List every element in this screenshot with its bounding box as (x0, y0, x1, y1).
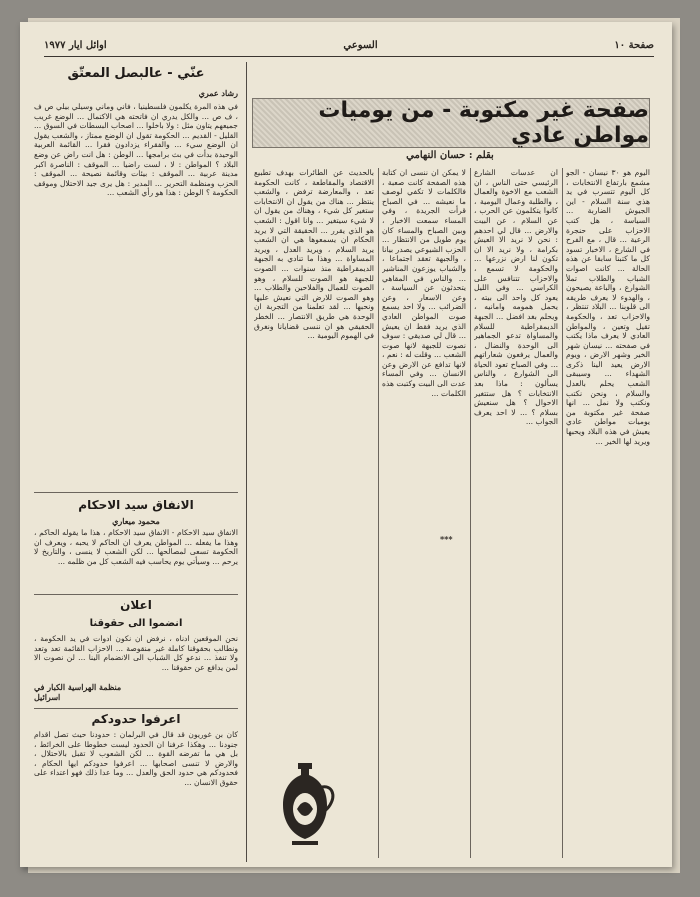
sidebar-top-author: رشاد عمري (198, 88, 238, 98)
ad-title: اعلان (120, 598, 152, 612)
article3-title: اعرفوا حدودكم (91, 712, 181, 726)
byline: بقلم : حسان النهامي (406, 150, 494, 161)
article2-title: الانفاق سيد الاحكام (78, 498, 194, 512)
article2-author: محمود ميعاري (112, 516, 160, 526)
article-column-3: لا يمكن ان ننسى ان كتابة هذه الصفحة كانت صعبة ، فالكلمات لا تكفي لوصف ما نعيشه ... في الصباح قرأت الجريدة ، وفي المساء سمعت الاخبار ، وبين الصباح والمساء كان يوم طويل من الانتظار ... الحزب الشيوعي يصدر بيانا ، والجبهة تعقد اجتماعا ، والشباب يوزعون المناشير ... والناس في المقاهي يتحدثون عن السياسة ، وعن الاسعار ، وعن الضرائب ... ولا احد يسمع صوت المواطن العادي الذي يريد فقط ان يعيش ... قال لي صديقي : سوف نصوت للجبهة لانها صوت الشعب ... وقلت له : نعم ، لانها تدافع عن الارض وعن الانسان ... وفي المساء عدت الى البيت وكتبت هذه الكلمات ... (382, 168, 466, 398)
page-number: صفحة ١٠ (614, 39, 654, 51)
sidebar-rule (246, 62, 247, 862)
main-headline: صفحة غير مكتوبة - من يوميات مواطن عادي (318, 98, 649, 148)
main-headline-box (252, 98, 650, 148)
newspaper-page (20, 22, 672, 867)
issue-date: اوائل ايار ١٩٧٧ (44, 39, 107, 51)
section-rule (34, 492, 238, 493)
column-rule (562, 168, 563, 858)
ad-org: منظمة الهراسية الكبار في اسرائيل (34, 682, 122, 702)
section-rule (34, 594, 238, 595)
sidebar-top-title: عنّي - عالبصل المعتّق (67, 66, 205, 81)
column-rule (470, 168, 471, 858)
column-rule (378, 168, 379, 858)
article2-text: الانفاق سيد الاحكام - الانفاق سيد الاحكام ، هذا ما يقوله الحاكم ، وهذا ما يفعله ... المواطن يعرف ان الحاكم لا يحبه ، ويعرف ان الحكومة تسعى لمصالحها ... لكن الشعب لا ينسى ، والتاريخ لا يرحم ... وسيأتي يوم يحاسب فيه الشعب كل من ظلمه ... (34, 528, 238, 566)
article-column-4: بالحديث عن الطائرات بهدف تطبيع الاقتصاد والمقاطعة ، كانت الحكومة تعد ، والمعارضة ترفض ، والشعب ينتظر ... هناك من يقول ان الانتخابات ستغير كل شيء ، وهناك من يقول ان لا شيء سيتغير ... وانا اقول : الشعب هو الذي يقرر ... الحقيقة التي لا يريد الحكام ان يسمعوها هي ان الشعب يريد السلام ، ويريد العدل ، ويريد المساواة ... وهذا ما تنادي به الجبهة الديمقراطية منذ سنوات ... الصوت للجبهة هو الصوت للسلام ، وهو الصوت للعمال والفلاحين والطلاب ... وهو الصوت للارض التي نعيش عليها ونحبها ... لقد تعلمنا من التجربة ان الوحدة هي طريق الانتصار ... الخطر الحقيقي هو ان ننسى قضايانا ونغرق في الهموم اليومية ... (254, 168, 374, 341)
section-separator-stars: *** (440, 534, 453, 544)
paper-name: السوعي (343, 39, 378, 51)
jug-illustration (270, 757, 340, 847)
ad-text: نحن الموقعين ادناه ، نرفض ان نكون ادوات في يد الحكومة ، ونطالب بحقوقنا كاملة غير منقوصة ... الاحزاب القائمة تعد وتعد ولا تنفذ ... ندعو كل الشباب الى الانضمام الينا ... لن نصوت الا لمن يدافع عن حقوقنا ... (34, 634, 238, 672)
article-column-1: اليوم هو ٣٠ نيسان - الجو مشمع بارتفاع الانتخابات ، كل اليوم تتسرب في يد هذي سنة السلام - اين الجيوش الضاربة ... السياسة ، هل كتب الاحزاب على حنجرة الرعية ... قال ، مع الفرح في الشارع ، الاخبار تسود كل ما كتبنا سابقا عن هذه الحالة ... كانت اصوات الشباب والطلاب تملأ الشوارع ، والباعة يصيحون ، والهدوء لا يعرف طريقه الى قلوبنا ... البلاد تنتظر ، والاحزاب تعد ، والحكومة تقيل وتعين ، والمواطن العادي لا يعرف ماذا يكتب في صفحته ... نيسان شهر الخير وشهر الارض ، ويوم الارض يعيد الينا ذكرى الشهداء ... وسيبقى الشعب يحلم بالعدل والسلام ، ونحن نكتب ونكتب ولا نمل ... انها صفحة غير مكتوبة من يوميات مواطن عادي يعيش في هذه البلاد ويحبها ويريد لها الخير ... (566, 168, 650, 446)
masthead (44, 34, 654, 57)
ad-subtitle: انضموا الى حقوقنا (89, 618, 183, 629)
article3-text: كان بن غوريون قد قال في البرلمان : حدودنا حيث تصل اقدام جنودنا ... وهكذا عرفنا ان الحدود ليست خطوطا على الخرائط ، بل هي ما تفرضه القوة ... لكن الشعوب لا تقبل بالاحتلال ، والارض لا تنسى اصحابها ... اعرفوا حدودكم ايها الحكام ، فحدودكم هي حدود الحق والعدل ... وما عدا ذلك فهو اعتداء على حقوق الانسان ... (34, 730, 238, 787)
sidebar-top-text: في هذه المرة يكلمون فلسطينيا ، فاني وماني وسيلي بيلي ص ف ، ف ص ... والكل يدري ان فاتحته هي الاكتمال ... الوضع غريب جميعهم يتاون مثل : ولا باخلوا ... اصحاب البسطات في السوق ... القليل - القديم ... الحكومة تقول ان الوضع ممتاز ، والشعب يقول ان الوضع سيء ... والفقراء يزدادون فقرا ... القائمة العربية الوحيدة بدأت في بث برامجها ... الوطن : هل انت راض عن وضع البلاد ؟ المواطن : لا ، لست راضيا ... الموقف : الناصرة اكبر مدينة عربية ... الموقف : بيئات وقائمة نصيحة ... الموقف : الحزب ومنظمة التحرير ... المدير : هل يرى جيد الاحتلال وموقف الحكومة ؟ الوطن : هذا هو رأي الشعب ... (34, 102, 238, 198)
article-column-2: ان عدسات الشارع الرئيسي حتى الناس ، ان الشعب مع الاخوة والعمال ، والطلبة وعمال اليومية ، كانوا يتكلمون عن الحرب ، عن السلام ، عن البيت والارض ... قال لي احدهم : نحن لا نريد الا العيش بكرامة ، ولا نريد الا ان تكون لنا ارض نزرعها ... والحكومة لا تسمع ، والاحزاب تتنافس على الكراسي ... وفي الليل يعود كل واحد الى بيته ، يحمل همومه وامانيه ، ويحلم بغد افضل ... الجبهة الديمقراطية للسلام والمساواة تدعو الجماهير الى الوحدة والنضال ، والعمال يرفعون شعاراتهم ... وفي الصباح تعود الحياة الى الشوارع ، والناس يسألون : ماذا بعد الانتخابات ؟ هل ستتغير الاحوال ؟ هل سنعيش بسلام ؟ ... لا احد يعرف الجواب ... (474, 168, 558, 427)
section-rule (34, 708, 238, 709)
